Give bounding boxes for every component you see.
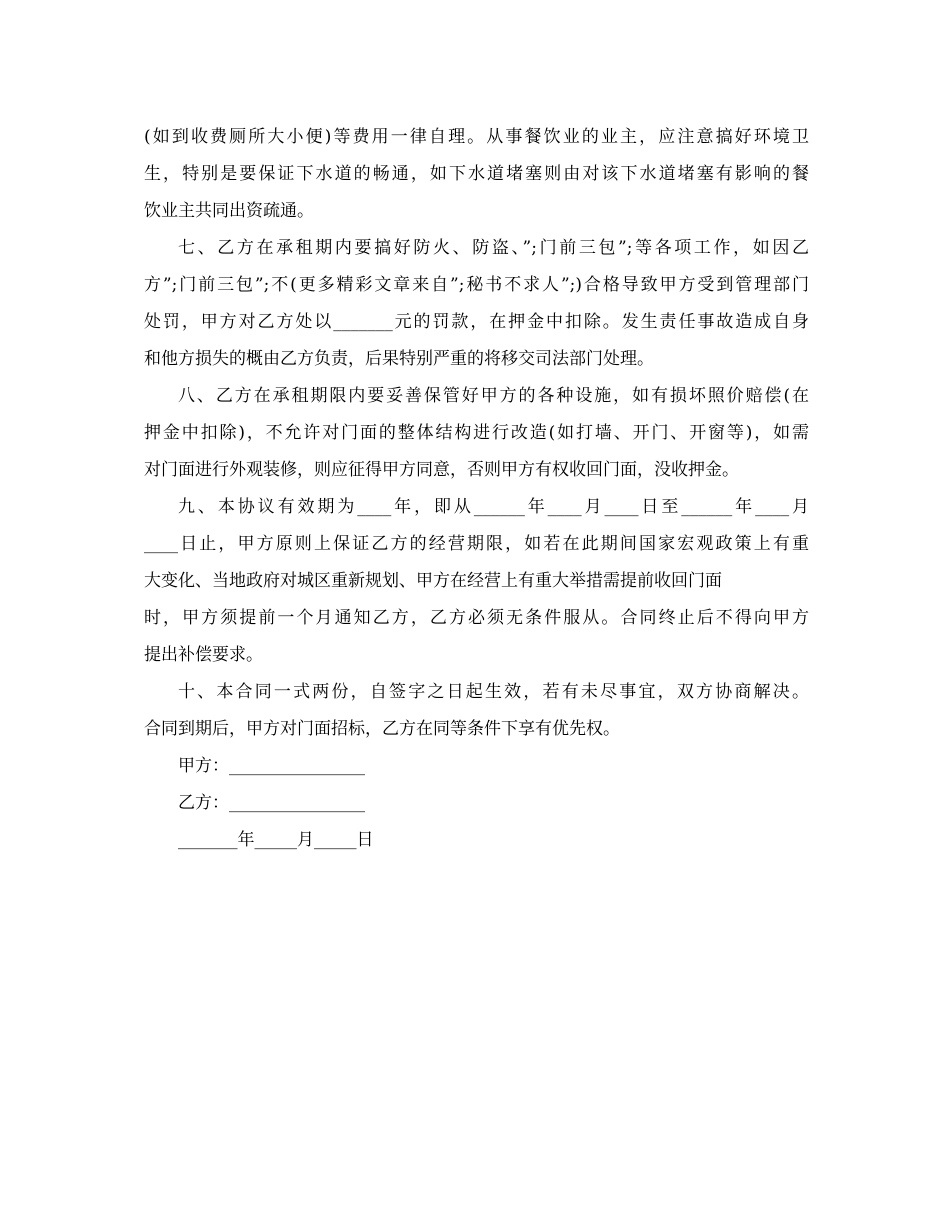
text-line: 处罚，甲方对乙方处以_______元的罚款，在押金中扣除。发生责任事故造成自身 (144, 312, 809, 332)
text-line: 乙方：________________ (178, 793, 365, 813)
text-line: 八、乙方在承租期限内要妥善保管好甲方的各种设施，如有损坏照价赔偿(在 (178, 386, 809, 406)
text-line: 提出补偿要求。 (144, 645, 263, 665)
text-line: 生，特别是要保证下水道的畅通，如下水道堵塞则由对该下水道堵塞有影响的餐 (144, 164, 809, 184)
text-line: 押金中扣除)，不允许对门面的整体结构进行改造(如打墙、开门、开窗等)，如需 (144, 423, 809, 443)
text-line: ____日止，甲方原则上保证乙方的经营期限，如若在此期间国家宏观政策上有重 (144, 534, 809, 554)
text-line: 对门面进行外观装修，则应征得甲方同意，否则甲方有权收回门面，没收押金。 (144, 460, 739, 480)
text-line: 时，甲方须提前一个月通知乙方，乙方必须无条件服从。合同终止后不得向甲方 (144, 608, 809, 628)
text-line: 合同到期后，甲方对门面招标，乙方在同等条件下享有优先权。 (144, 719, 620, 739)
text-line: _______年_____月_____日 (178, 830, 374, 850)
text-line: 七、乙方在承租期内要搞好防火、防盗、”;门前三包”;等各项工作，如因乙 (178, 238, 809, 258)
contract-body (144, 119, 809, 859)
text-line: 九、本协议有效期为____年，即从______年____月____日至______年____月 (178, 497, 809, 517)
text-line: 甲方：________________ (178, 756, 365, 776)
text-line: 十、本合同一式两份，自签字之日起生效，若有未尽事宜，双方协商解决。 (178, 682, 809, 702)
text-line: (如到收费厕所大小便)等费用一律自理。从事餐饮业的业主，应注意搞好环境卫 (144, 127, 809, 147)
text-line: 方”;门前三包”;不(更多精彩文章来自”;秘书不求人”;)合格导致甲方受到管理部门 (144, 275, 809, 295)
text-line: 饮业主共同出资疏通。 (144, 201, 314, 221)
text-line: 大变化、当地政府对城区重新规划、甲方在经营上有重大举措需提前收回门面 (144, 571, 722, 591)
text-line: 和他方损失的概由乙方负责，后果特别严重的将移交司法部门处理。 (144, 349, 654, 369)
